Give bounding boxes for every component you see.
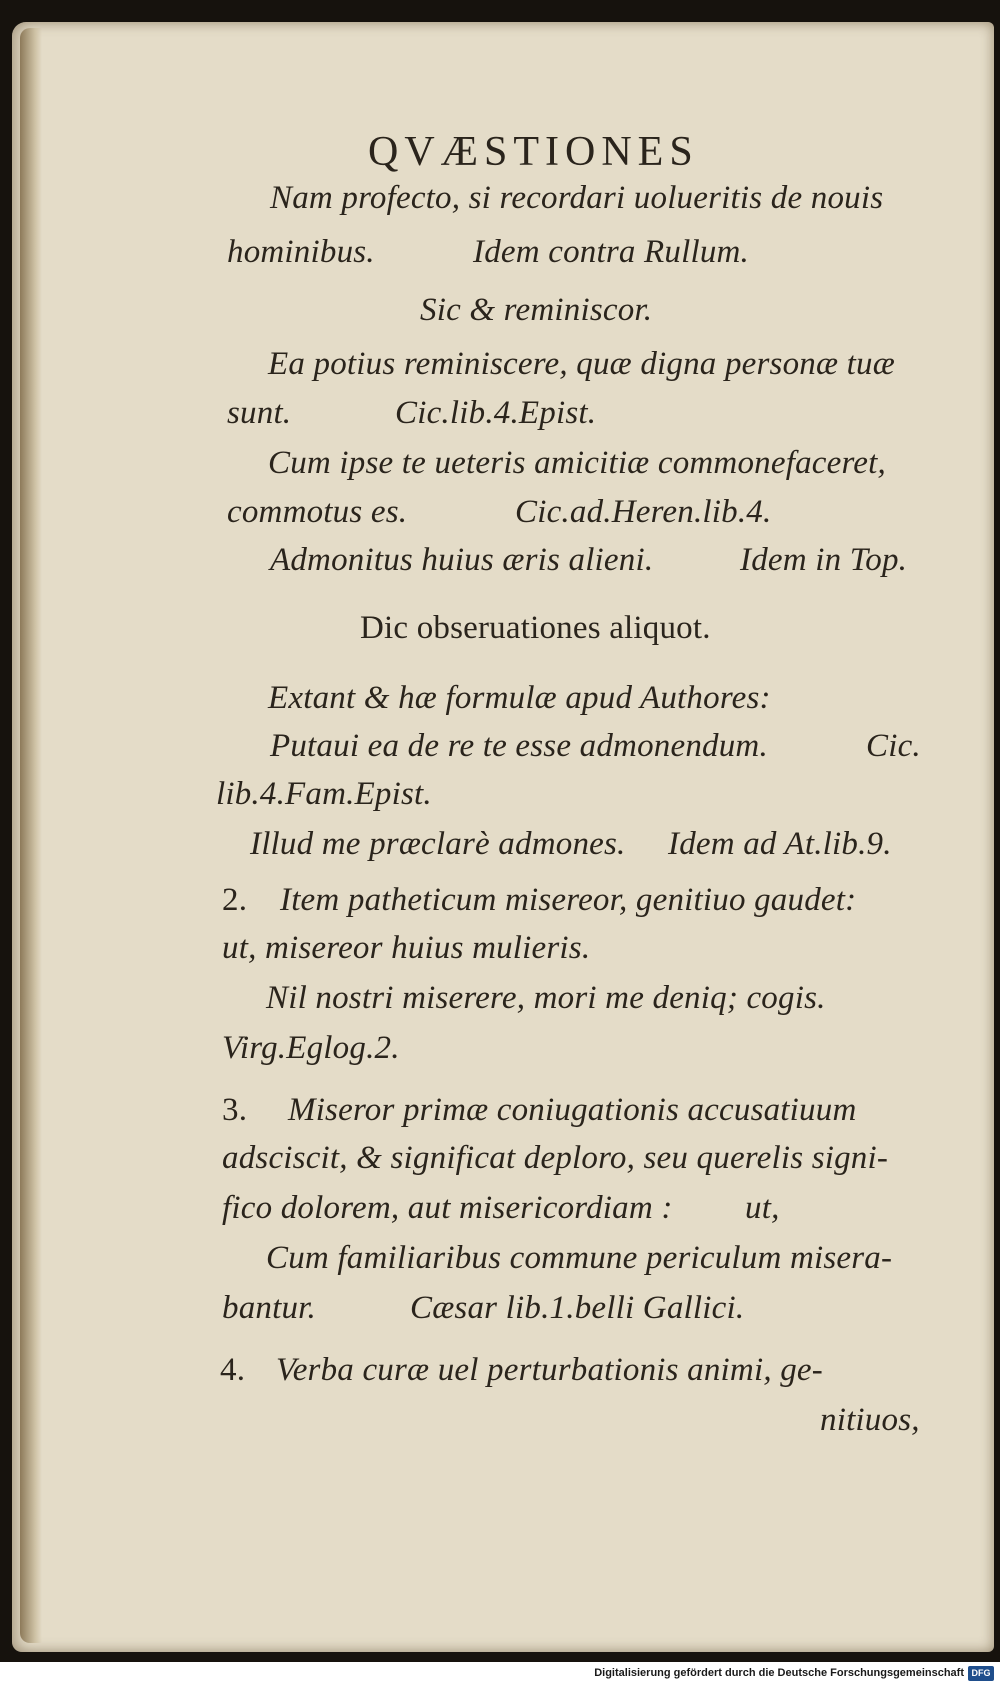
text-line: Ea potius reminiscere, quæ digna personæ tuæ: [268, 346, 895, 382]
text-line: Miseror primæ coniugationis accusatiuum: [288, 1092, 857, 1128]
text-line: ut, misereor huius mulieris.: [222, 930, 591, 966]
text-line: Cum familiaribus commune periculum misera-: [266, 1240, 893, 1276]
text-line: Item patheticum misereor, genitiuo gaudet:: [280, 882, 857, 918]
item-number: 2.: [222, 882, 248, 918]
text-line: Verba curæ uel perturbationis animi, ge-: [276, 1352, 823, 1388]
text-line: Putaui ea de re te esse admonendum.: [270, 728, 768, 764]
text-line: Extant & hæ formulæ apud Authores:: [268, 680, 771, 716]
text-line: adsciscit, & significat deploro, seu querelis signi-: [222, 1140, 889, 1176]
footer-bar: [0, 1662, 1000, 1686]
text-line: Nam profecto, si recordari uolueritis de nouis: [270, 180, 884, 216]
text-line: hominibus.: [227, 234, 375, 270]
running-heading: QVÆSTIONES: [368, 129, 699, 175]
question-heading: Dic obseruationes aliquot.: [360, 610, 711, 646]
text-line: fico dolorem, aut misericordiam :: [222, 1190, 673, 1226]
citation: Idem contra Rullum.: [473, 234, 750, 270]
text-line: Nil nostri miserere, mori me deniq; cogis.: [266, 980, 826, 1016]
section-heading: Sic & reminiscor.: [420, 292, 653, 328]
item-number: 3.: [222, 1092, 248, 1128]
text-line: sunt.: [227, 395, 292, 431]
citation: Cic.ad.Heren.lib.4.: [515, 494, 772, 530]
text-line: ut,: [745, 1190, 780, 1226]
citation: Cic.lib.4.Epist.: [395, 395, 597, 431]
digitization-credit: Digitalisierung gefördert durch die Deutsche Forschungsgemeinschaft: [594, 1667, 964, 1679]
text-line: Admonitus huius æris alieni.: [270, 542, 654, 578]
citation: lib.4.Fam.Epist.: [216, 776, 432, 812]
citation: Cic.: [866, 728, 921, 764]
text-line: commotus es.: [227, 494, 408, 530]
text-line: Cum ipse te ueteris amicitiæ commonefaceret,: [268, 445, 886, 481]
citation: Virg.Eglog.2.: [222, 1030, 400, 1066]
citation: Idem in Top.: [740, 542, 908, 578]
citation: Idem ad At.lib.9.: [668, 826, 892, 862]
citation: Cæsar lib.1.belli Gallici.: [410, 1290, 745, 1326]
item-number: 4.: [220, 1352, 246, 1388]
dfg-logo: DFG: [968, 1666, 994, 1681]
text-line: Illud me præclarè admones.: [250, 826, 626, 862]
catchword: nitiuos,: [820, 1402, 920, 1438]
text-line: bantur.: [222, 1290, 317, 1326]
